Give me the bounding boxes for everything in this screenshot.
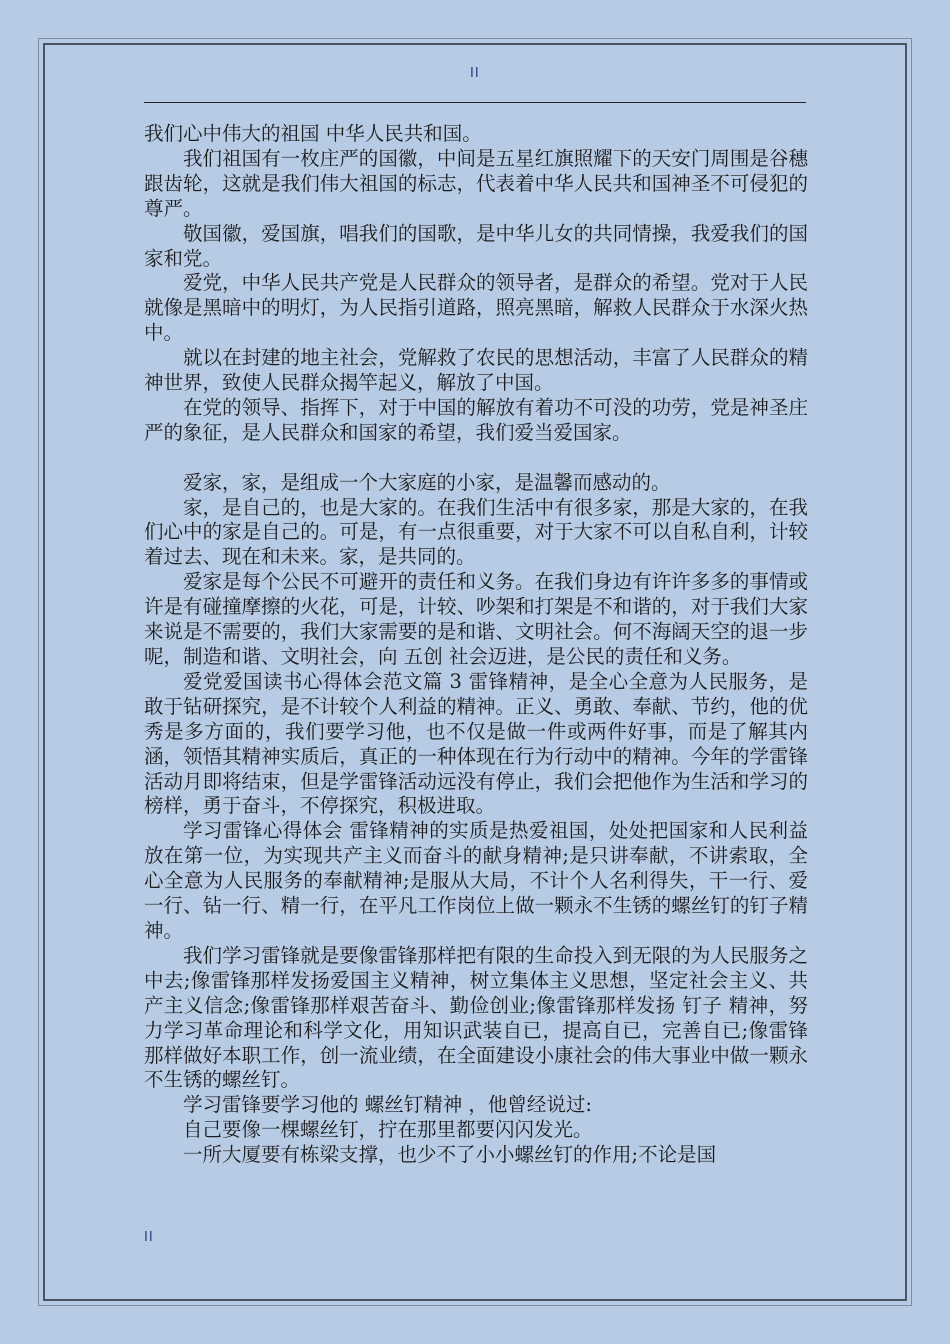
paragraph: 家，是自己的，也是大家的。在我们生活中有很多家，那是大家的，在我们心中的家是自己的。可是，有一点很重要，对于大家不可以自私自利，计较着过去、现在和未来。家，是共同的。 xyxy=(144,495,808,569)
paragraph: 学习雷锋要学习他的 螺丝钉精神 ，他曾经说过: xyxy=(183,1093,592,1117)
paragraph: 我们心中伟大的祖国 中华人民共和国。 xyxy=(144,122,482,145)
paragraph: 在党的领导、指挥下，对于中国的解放有着功不可没的功劳，党是神圣庄严的象征，是人民群众和国家的希望，我们爱当爱国家。 xyxy=(144,395,808,444)
header-mark: II xyxy=(470,66,480,81)
paragraph: 爱党，中华人民共产党是人民群众的领导者，是群众的希望。党对于人民就像是黑暗中的明灯，为人民指引道路，照亮黑暗，解救人民群众于水深火热中。 xyxy=(144,271,808,345)
paragraph: 一所大厦要有栋梁支撑，也少不了小小螺丝钉的作用;不论是国 xyxy=(183,1143,717,1167)
paragraph: 我们祖国有一枚庄严的国徽，中间是五星红旗照耀下的天安门周围是谷穗跟齿轮，这就是我们伟大祖国的标志，代表着中华人民共和国神圣不可侵犯的尊严。 xyxy=(144,146,808,220)
paragraph: 爱家是每个公民不可避开的责任和义务。在我们身边有许许多多的事情或许是有碰撞摩擦的火花，可是，计较、吵架和打架是不和谐的，对于我们大家来说是不需要的，我们大家需要的是和谐、文明社会。何不海阔天空的退一步呢，制造和谐、文明社会，向 五创 社会迈进，是公民的责任和义务。 xyxy=(144,570,808,669)
paragraph: 我们学习雷锋就是要像雷锋那样把有限的生命投入到无限的为人民服务之中去;像雷锋那样发扬爱国主义精神，树立集体主义思想，坚定社会主义、共产主义信念;像雷锋那样艰苦奋斗、勤俭创业;像雷锋那样发扬 钉子 精神，努力学习革命理论和科学文化，用知识武装自已，提高自已，完善自已;像雷锋那样做好本职工作，创一流业绩，在全面建设小康社会的伟大事业中做一颗永不生锈的螺丝钉。 xyxy=(144,943,808,1092)
header-rule xyxy=(144,102,806,103)
paragraph: 爱家，家，是组成一个大家庭的小家，是温馨而感动的。 xyxy=(183,470,671,494)
paragraph: 敬国徽，爱国旗，唱我们的国歌，是中华儿女的共同情操，我爱我们的国家和党。 xyxy=(144,221,808,270)
footer-mark: II xyxy=(144,1230,154,1245)
document-body xyxy=(144,122,808,1220)
paragraph: 就以在封建的地主社会，党解救了农民的思想活动，丰富了人民群众的精神世界，致使人民群众揭竿起义，解放了中国。 xyxy=(144,346,808,395)
paragraph: 自己要像一棵螺丝钉，拧在那里都要闪闪发光。 xyxy=(183,1118,593,1142)
paragraph: 学习雷锋心得体会 雷锋精神的实质是热爱祖国，处处把国家和人民利益放在第一位，为实现共产主义而奋斗的献身精神;是只讲奉献，不讲索取，全心全意为人民服务的奉献精神;是服从大局，不计个人名利得失，干一行、爱一行、钻一行、精一行，在平凡工作岗位上做一颗永不生锈的螺丝钉的钉子精神。 xyxy=(144,819,808,942)
paragraph: 爱党爱国读书心得体会范文篇 3 雷锋精神，是全心全意为人民服务，是敢于钻研探究，是不计较个人利益的精神。正义、勇敢、奉献、节约，他的优秀是多方面的，我们要学习他，也不仅是做一件或两件好事，而是了解其内涵，领悟其精神实质后，真正的一种体现在行为行动中的精神。今年的学雷锋活动月即将结束，但是学雷锋活动远没有停止，我们会把他作为生活和学习的榜样，勇于奋斗，不停探究，积极进取。 xyxy=(144,669,808,818)
